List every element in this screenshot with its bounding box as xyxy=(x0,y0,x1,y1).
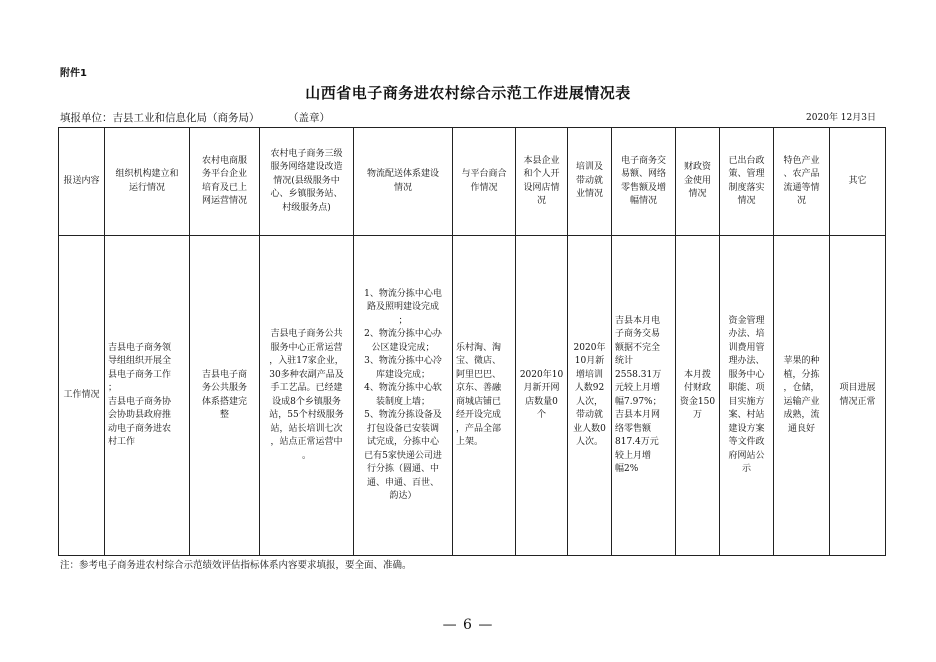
cell-text-line: 目实施方 xyxy=(728,396,765,407)
cell-text-line: 金使用 xyxy=(683,175,711,186)
cell-text-line: ； xyxy=(108,383,118,393)
cell-text-line: 理办法、 xyxy=(728,356,765,366)
cell-text-line: 情况 xyxy=(688,189,707,200)
cell-text-line: 、农产品 xyxy=(783,169,820,179)
cell-text-line: 业情况 xyxy=(575,189,603,200)
report-date: 2020年 12月3日 xyxy=(806,113,876,123)
cell-text-line: 2558.31万 xyxy=(615,369,662,380)
cell-text-line: 服务中心正常运营 xyxy=(270,342,343,353)
header-cell xyxy=(516,128,568,236)
cell-text-line: 动电子商务进农 xyxy=(108,423,172,434)
cell-text-line: 带动就 xyxy=(575,410,603,420)
footnote: 注：参考电子商务进农村综合示范绩效评估指标体系内容要求填报，要全面、准确。 xyxy=(60,560,412,571)
cell-text-line: 2020年 xyxy=(573,342,606,353)
cell-text-line: 公区建设完成； xyxy=(371,342,435,353)
cell-text-line: 库建设完成； xyxy=(375,369,430,380)
cell-text-line: 乐村淘、淘 xyxy=(456,342,502,353)
table-cell xyxy=(354,236,453,556)
cell-text-line: 府网站公 xyxy=(728,450,765,461)
table-cell xyxy=(830,236,886,556)
row-label-cell xyxy=(59,236,105,556)
fill-unit: 填报单位：吉县工业和信息化局（商务局） xyxy=(60,112,260,124)
cell-text-line: 情况(县级服务中 xyxy=(273,175,340,186)
header-cell xyxy=(354,128,453,236)
header-cell xyxy=(676,128,720,236)
cell-text-line: 培训及 xyxy=(575,162,603,173)
cell-text-line: 成熟，流 xyxy=(783,410,820,420)
cell-text-line: 特色产业 xyxy=(783,155,820,166)
table-row xyxy=(59,236,886,556)
cell-text-line: 商城店铺已 xyxy=(456,396,502,407)
cell-text-line: 村工作 xyxy=(108,437,136,447)
header-cell xyxy=(720,128,774,236)
cell-text-line: 人数92 xyxy=(574,383,605,393)
cell-text-line: 付财政 xyxy=(683,383,711,393)
cell-text-line: 打包设备已安装调 xyxy=(366,423,439,434)
cell-text-line: 站，站长培训七次 xyxy=(270,423,343,434)
cell-text-line: 村级服务点) xyxy=(282,202,331,213)
cell-text-line: 行分拣（圆通、中 xyxy=(366,464,439,474)
cell-text-line: 已出台政 xyxy=(728,155,765,166)
cell-text-line: 等文件政 xyxy=(728,437,765,447)
header-cell xyxy=(190,128,260,236)
table-cell xyxy=(568,236,612,556)
document-title: 山西省电子商务进农村综合示范工作进展情况表 xyxy=(305,84,631,102)
cell-text-line: 财政资 xyxy=(683,162,711,173)
cell-text-line: 吉县电子商 xyxy=(201,369,247,380)
header-cell xyxy=(568,128,612,236)
cell-text-line: 817.4万元 xyxy=(615,437,659,447)
cell-text-line: 和个人开 xyxy=(523,169,560,179)
cell-text-line: 作情况 xyxy=(470,182,498,193)
cell-text-line: 培育及已上 xyxy=(201,182,247,193)
table-cell xyxy=(190,236,260,556)
cell-text-line: 络零售额 xyxy=(615,423,652,434)
cell-text-line: 服务网络建设改造 xyxy=(270,162,343,173)
cell-text-line: 植，分拣 xyxy=(783,369,820,380)
cell-text-line: 10月新 xyxy=(574,356,605,366)
cell-text-line: 务平台企业 xyxy=(201,169,247,179)
cell-text-line: 吉县本月网 xyxy=(615,410,661,420)
header-cell xyxy=(260,128,354,236)
cell-text-line: 子商务交易 xyxy=(615,329,661,339)
cell-text-line: 吉县电子商务领 xyxy=(108,342,172,353)
cell-text-line: 人次。 xyxy=(575,437,603,447)
cell-text-line: 制度落实 xyxy=(728,182,765,193)
cell-text-line: 训费用管 xyxy=(728,342,765,353)
cell-text-line: 个 xyxy=(536,410,546,420)
cell-text-line: 统计 xyxy=(615,356,634,366)
table-cell xyxy=(260,236,354,556)
header-cell xyxy=(612,128,676,236)
cell-text-line: 通良好 xyxy=(787,423,815,434)
table-cell xyxy=(516,236,568,556)
cell-text-line: 整 xyxy=(219,410,229,420)
attachment-label: 附件1 xyxy=(60,68,87,79)
cell-text-line: 其它 xyxy=(848,175,867,186)
table-cell xyxy=(453,236,516,556)
seal-note: （盖章） xyxy=(288,112,330,124)
header-cell xyxy=(453,128,516,236)
table-cell xyxy=(105,236,190,556)
cell-text-line: 电子商务交 xyxy=(620,155,666,166)
table-cell xyxy=(612,236,676,556)
cell-text-line: 已有5家快递公司进 xyxy=(364,450,442,461)
cell-text-line: 建设方案 xyxy=(728,423,765,434)
cell-text-line: 增培训 xyxy=(575,369,603,380)
cell-text-line: 4、物流分拣中心软 xyxy=(364,383,442,393)
cell-text-line: 额据不完全 xyxy=(615,342,661,353)
cell-text-line: 上架。 xyxy=(456,437,484,447)
cell-text-line: 流通等情 xyxy=(783,182,820,193)
header-cell xyxy=(774,128,830,236)
cell-text-line: 况 xyxy=(536,196,546,206)
cell-text-line: 与平台商合 xyxy=(461,169,507,179)
cell-text-line: 路及照明建设完成 xyxy=(366,302,439,312)
cell-text-line: 况 xyxy=(796,196,806,206)
cell-text-line: 店数量0 xyxy=(525,396,558,407)
cell-text-line: 试完成，分拣中心 xyxy=(366,437,439,447)
cell-text-line: 。 xyxy=(301,450,311,461)
cell-text-line: 心、乡镇服务站、 xyxy=(270,189,343,200)
cell-text-line: 业人数0 xyxy=(573,423,606,434)
cell-text-line: 京东、善融 xyxy=(456,383,502,393)
cell-text-line: 工作情况 xyxy=(63,389,100,400)
cell-text-line: 网运营情况 xyxy=(201,196,247,206)
cell-text-line: ，产品全部 xyxy=(456,423,502,434)
cell-text-line: 5、物流分拣设备及 xyxy=(364,410,442,420)
cell-text-line: 苹果的种 xyxy=(783,356,820,366)
cell-text-line: 县电子商务工作 xyxy=(108,369,172,380)
cell-text-line: 吉县本月电 xyxy=(615,315,661,326)
cell-text-line: 零售额及增 xyxy=(620,182,666,193)
cell-text-line: ，仓储， xyxy=(783,383,820,393)
cell-text-line: 物流配送体系建设 xyxy=(366,169,439,179)
header-row xyxy=(59,128,886,236)
cell-text-line: 经开设完成 xyxy=(456,410,502,420)
cell-text-line: ，入驻17家企业， xyxy=(269,356,344,366)
cell-text-line: 务公共服务 xyxy=(201,383,247,393)
cell-text-line: 人次， xyxy=(575,396,603,407)
cell-text-line: 情况 xyxy=(737,196,756,206)
cell-text-line: 较上月增 xyxy=(615,450,652,461)
cell-text-line: 3、物流分拣中心冷 xyxy=(364,356,442,366)
cell-text-line: 示 xyxy=(741,464,751,474)
cell-text-line: 服务中心 xyxy=(728,369,765,380)
cell-text-line: 宝、微店、 xyxy=(456,356,502,366)
cell-text-line: 情况正常 xyxy=(839,396,876,407)
cell-text-line: 阿里巴巴、 xyxy=(456,369,502,380)
cell-text-line: 手工艺品。已经建 xyxy=(270,383,343,393)
cell-text-line: 万 xyxy=(692,410,702,420)
cell-text-line: 带动就 xyxy=(575,175,603,186)
cell-text-line: 通、申通、百世、 xyxy=(366,477,439,488)
cell-text-line: 月新开网 xyxy=(523,383,560,393)
cell-text-line: 本县企业 xyxy=(523,155,560,166)
cell-text-line: 设成8个乡镇服务 xyxy=(272,396,341,407)
page-number: — 6 — xyxy=(442,617,494,633)
cell-text-line: 设网店情 xyxy=(523,182,560,193)
cell-text-line: 办法、培 xyxy=(728,329,765,339)
cell-text-line: 本月拨 xyxy=(683,369,711,380)
cell-text-line: 案、村站 xyxy=(728,410,765,420)
cell-text-line: 会协助县政府推 xyxy=(108,410,172,420)
cell-text-line: 体系搭建完 xyxy=(201,396,247,407)
cell-text-line: 幅2% xyxy=(615,464,639,474)
table-cell xyxy=(774,236,830,556)
header-cell xyxy=(830,128,886,236)
cell-text-line: 情况 xyxy=(393,182,412,193)
cell-text-line: 策、管理 xyxy=(728,169,765,179)
cell-text-line: 2020年10 xyxy=(519,369,564,380)
header-cell xyxy=(105,128,190,236)
cell-text-line: 元较上月增 xyxy=(615,383,661,393)
cell-text-line: 资金150 xyxy=(679,396,716,407)
cell-text-line: 运输产业 xyxy=(783,396,820,407)
cell-text-line: 吉县电子商务公共 xyxy=(270,329,343,339)
cell-text-line: ； xyxy=(398,315,408,326)
cell-text-line: 资金管理 xyxy=(728,315,765,326)
cell-text-line: 1、物流分拣中心电 xyxy=(364,288,442,299)
cell-text-line: 导组组织开展全 xyxy=(108,356,172,366)
cell-text-line: 30多种农副产品及 xyxy=(269,369,344,380)
cell-text-line: 项目进展 xyxy=(839,383,876,393)
cell-text-line: 易额、网络 xyxy=(620,169,666,179)
cell-text-line: 幅7.97%； xyxy=(615,396,662,407)
cell-text-line: 运行情况 xyxy=(128,182,165,193)
cell-text-line: ，站点正常运营中 xyxy=(270,437,343,447)
table-cell xyxy=(676,236,720,556)
cell-text-line: 职能、项 xyxy=(728,383,765,393)
cell-text-line: 组织机构建立和 xyxy=(115,169,179,179)
cell-text-line: 韵达） xyxy=(389,491,417,501)
cell-text-line: 农村电子商务三级 xyxy=(270,148,343,159)
progress-table xyxy=(58,127,886,556)
cell-text-line: 装制度上墙； xyxy=(375,396,430,407)
table-cell xyxy=(720,236,774,556)
header-cell xyxy=(59,128,105,236)
cell-text-line: 幅情况 xyxy=(629,196,657,206)
cell-text-line: 报送内容 xyxy=(63,175,100,186)
cell-text-line: 站，55个村级服务 xyxy=(269,410,344,420)
cell-text-line: 吉县电子商务协 xyxy=(108,396,172,407)
cell-text-line: 2、物流分拣中心办 xyxy=(364,329,442,339)
cell-text-line: 农村电商服 xyxy=(201,155,247,166)
